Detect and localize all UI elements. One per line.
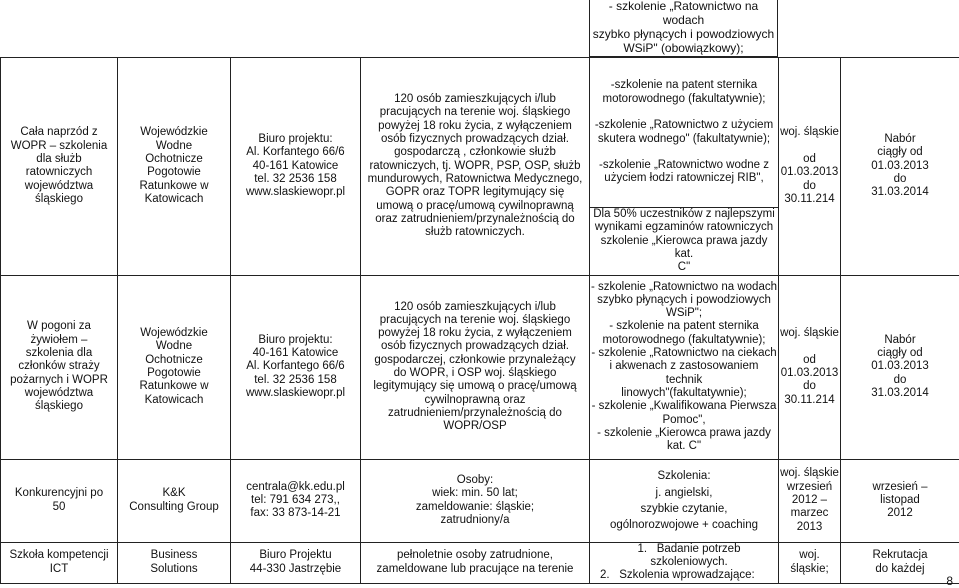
continued-table-fragment [589,0,778,57]
area-period-cell [779,542,841,583]
table-row [1,542,959,583]
contact-info: Biuro Projektu 44-330 Jastrzębie [249,549,342,575]
applicant-name: Business Solutions [150,549,198,575]
area-period: woj. śląskie od 01.03.2013 do 30.11.214 [780,126,839,205]
participants-cell [361,58,590,276]
applicant-cell [118,542,231,583]
trainings-extra-cell [590,208,779,276]
area-period-cell [779,58,841,276]
participants-description: pełnoletnie osoby zatrudnione, zameldowane lub pracujące na terenie [376,549,574,575]
area-period-cell [779,275,841,459]
recruitment-cell [841,542,959,583]
list-number: 1. [637,542,648,555]
contact-cell [231,58,361,276]
contact-cell [231,459,361,542]
list-item-text: Badanie potrzeb szkoleniowych. [650,542,741,568]
applicant-cell [118,58,231,276]
contact-info: Biuro projektu: 40-161 Katowice Al. Korfantego 66/6 tel. 32 2536 158 www.slaskiewopr.pl [245,333,346,400]
recruitment-period: Nabór ciągły od 01.03.2013 do 31.03.2014 [871,333,929,400]
project-name-cell [1,275,118,459]
trainings-cell [590,542,779,583]
trainings-extra: Dla 50% uczestników z najlepszymi wynikami egzaminów ratowniczych szkolenie „Kierowca prawa jazdy kat. C" [593,208,775,274]
applicant-cell [118,459,231,542]
page-number: 8 [946,574,953,588]
trainings-list [590,543,778,583]
area-period: woj. śląskie od 01.03.2013 do 30.11.214 [780,327,839,406]
recruitment-cell [841,459,959,542]
trainings-cell [590,275,779,459]
trainings-list: -szkolenie na patent sternika motorowodnego (fakultatywnie); -szkolenie „Ratownictwo z użyciem skutera wodnego" (fakultatywnie); -szkolenie „Ratownictwo wodne z użyciem łodzi ratowniczej RIB", [594,79,774,185]
applicant-name: Wojewódzkie Wodne Ochotnicze Pogotowie Ratunkowe w Katowicach [139,327,209,406]
continued-trainings-text: - szkolenie „Ratownictwo na wodach szybko płynących i powodziowych WSiP" (obowiązkowy); [592,0,775,55]
list-item-text: Szkolenia wprowadzające: [619,569,755,582]
list-item [600,569,755,582]
participants-cell [361,459,590,542]
project-name-cell [1,58,118,276]
area-period-cell [779,459,841,542]
project-name: W pogoni za żywiołem – szkolenia dla członków straży pożarnych i WOPR województwa śląskiego [10,320,108,413]
project-name: Szkoła kompetencji ICT [9,549,109,575]
participants-description: Osoby: wiek: min. 50 lat; zameldowanie: śląskie; zatrudniony/a [415,473,535,526]
table-row [1,58,959,208]
recruitment-cell [841,275,959,459]
area-period: woj. śląskie; [790,549,829,575]
project-name-cell [1,542,118,583]
area-period: woj. śląskie wrzesień 2012 – marzec 2013 [780,467,839,533]
table-row [1,459,959,542]
trainings-list: Szkolenia: j. angielski, szybkie czytanie, ogólnorozwojowe + coaching [609,470,758,531]
training-projects-table [0,57,959,584]
contact-info: Biuro projektu: Al. Korfantego 66/6 40-161 Katowice tel. 32 2536 158 www.slaskiewopr.pl [245,133,346,199]
recruitment-period: Rekrutacja do każdej [872,549,928,575]
list-number: 2. [600,569,610,582]
applicant-name: K&K Consulting Group [129,487,219,513]
trainings-list: - szkolenie „Ratownictwo na wodach szybko płynących i powodziowych WSiP"; - szkolenie na patent sternika motorowodnego (fakultatywnie); - szkolenie „Ratownictwo na ciekach i akwenach z zastosowaniem technik linowych"(fakultatywnie); - szkolenie „Kwalifikowana Pierwsza Pomoc", - szkolenie „Kierowca prawa jazdy kat. C" [590,280,777,453]
recruitment-period: Nabór ciągły od 01.03.2013 do 31.03.2014 [871,133,929,199]
participants-description: 120 osób zamieszkujących i/lub pracujących na terenie woj. śląskiego powyżej 18 roku życia, z wyłączeniem osób fizycznych prowadzących dział. gospodarczej, członkowie przynależący do WOPR, i OSP woj. śląskiego legitymujący się umową o pracę/umową cywilnoprawną oraz zatrudnieniem/przynależnością do WOPR/OSP [373,300,577,433]
recruitment-cell [841,58,959,276]
participants-cell [361,542,590,583]
table-row [1,275,959,459]
contact-cell [231,275,361,459]
trainings-cell [590,459,779,542]
participants-cell [361,275,590,459]
project-name-cell [1,459,118,542]
project-name: Konkurencyjni po 50 [14,487,104,513]
continued-trainings-cell [590,0,778,56]
applicant-cell [118,275,231,459]
contact-cell [231,542,361,583]
applicant-name: Wojewódzkie Wodne Ochotnicze Pogotowie Ratunkowe w Katowicach [139,126,209,205]
list-item [600,543,778,570]
recruitment-period: wrzesień – listopad 2012 [872,480,928,520]
trainings-cell [590,58,779,208]
project-name: Cała naprzód z WOPR – szkolenia dla służb ratowniczych województwa śląskiego [10,126,108,205]
contact-info: centrala@kk.edu.pl tel: 791 634 273,, fax: 33 873-14-21 [246,480,345,520]
participants-description: 120 osób zamieszkujących i/lub pracujących na terenie woj. śląskiego powyżej 18 roku życia, z wyłączeniem osób fizycznych prowadzących dział. gospodarczą , członkowie służb ratowniczych, tj. WOPR, PSP, OSP, służb mundurowych, Ratownictwa Medycznego, GOPR oraz TOPR legitymujący się umową o pracę/umową cywilnoprawną oraz zatrudnieniem/przynależnością do służb ratowniczych. [367,93,583,239]
